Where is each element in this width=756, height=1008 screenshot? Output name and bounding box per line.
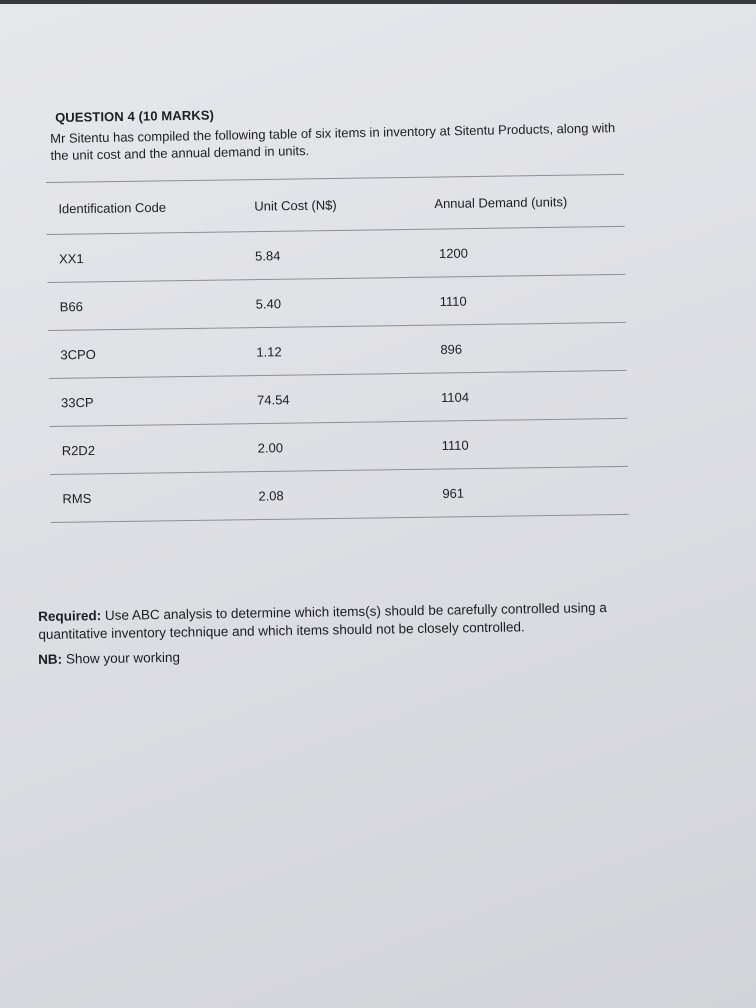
- cell-annual-demand: 1104: [440, 389, 470, 405]
- cell-unit-cost: 5.84: [254, 247, 281, 264]
- cell-unit-cost: 5.40: [255, 295, 282, 312]
- cell-code: 3CPO: [60, 346, 96, 362]
- header-unit-cost: Unit Cost (N$): [254, 196, 337, 214]
- table-row: [48, 323, 627, 378]
- nb-note: [38, 650, 180, 667]
- cell-annual-demand: 1110: [441, 437, 469, 453]
- required-label: Required:: [38, 608, 102, 624]
- intro-line-1: Mr Sitentu has compiled the following table of six items in inventory at Sitentu Products, along with: [50, 120, 616, 146]
- nb-label: NB:: [38, 651, 63, 667]
- cell-unit-cost: 74.54: [256, 391, 290, 408]
- cell-code: R2D2: [61, 442, 96, 458]
- cell-code: B66: [59, 298, 83, 314]
- nb-text: Show your working: [65, 649, 181, 667]
- cell-annual-demand: 961: [442, 485, 465, 501]
- cell-unit-cost: 2.00: [257, 439, 284, 456]
- required-instruction: [38, 598, 698, 644]
- table-row: [47, 227, 626, 282]
- cell-annual-demand: 1110: [439, 293, 467, 309]
- cell-unit-cost: 1.12: [256, 343, 282, 360]
- table-header-row: [46, 175, 625, 234]
- cell-code: 33CP: [60, 394, 94, 410]
- table-row: [49, 371, 628, 426]
- question-title: QUESTION 4 (10 MARKS): [55, 107, 215, 125]
- cell-code: RMS: [62, 490, 92, 506]
- cell-unit-cost: 2.08: [258, 487, 284, 504]
- required-text-2: quantitative inventory technique and which items should not be closely controlled.: [38, 619, 525, 642]
- question-intro: [50, 118, 701, 164]
- document-page: [0, 4, 756, 1008]
- intro-line-2: the unit cost and the annual demand in units.: [50, 143, 310, 163]
- header-identification-code: Identification Code: [58, 199, 167, 216]
- required-text-1: Use ABC analysis to determine which items(s) should be carefully controlled using a: [104, 600, 607, 623]
- cell-annual-demand: 1200: [438, 245, 469, 261]
- table-row: [50, 467, 629, 522]
- table-row: [49, 419, 628, 474]
- header-annual-demand: Annual Demand (units): [434, 193, 568, 211]
- inventory-table: [46, 174, 629, 523]
- table-row: [47, 275, 626, 330]
- cell-code: XX1: [58, 250, 84, 266]
- cell-annual-demand: 896: [440, 341, 463, 357]
